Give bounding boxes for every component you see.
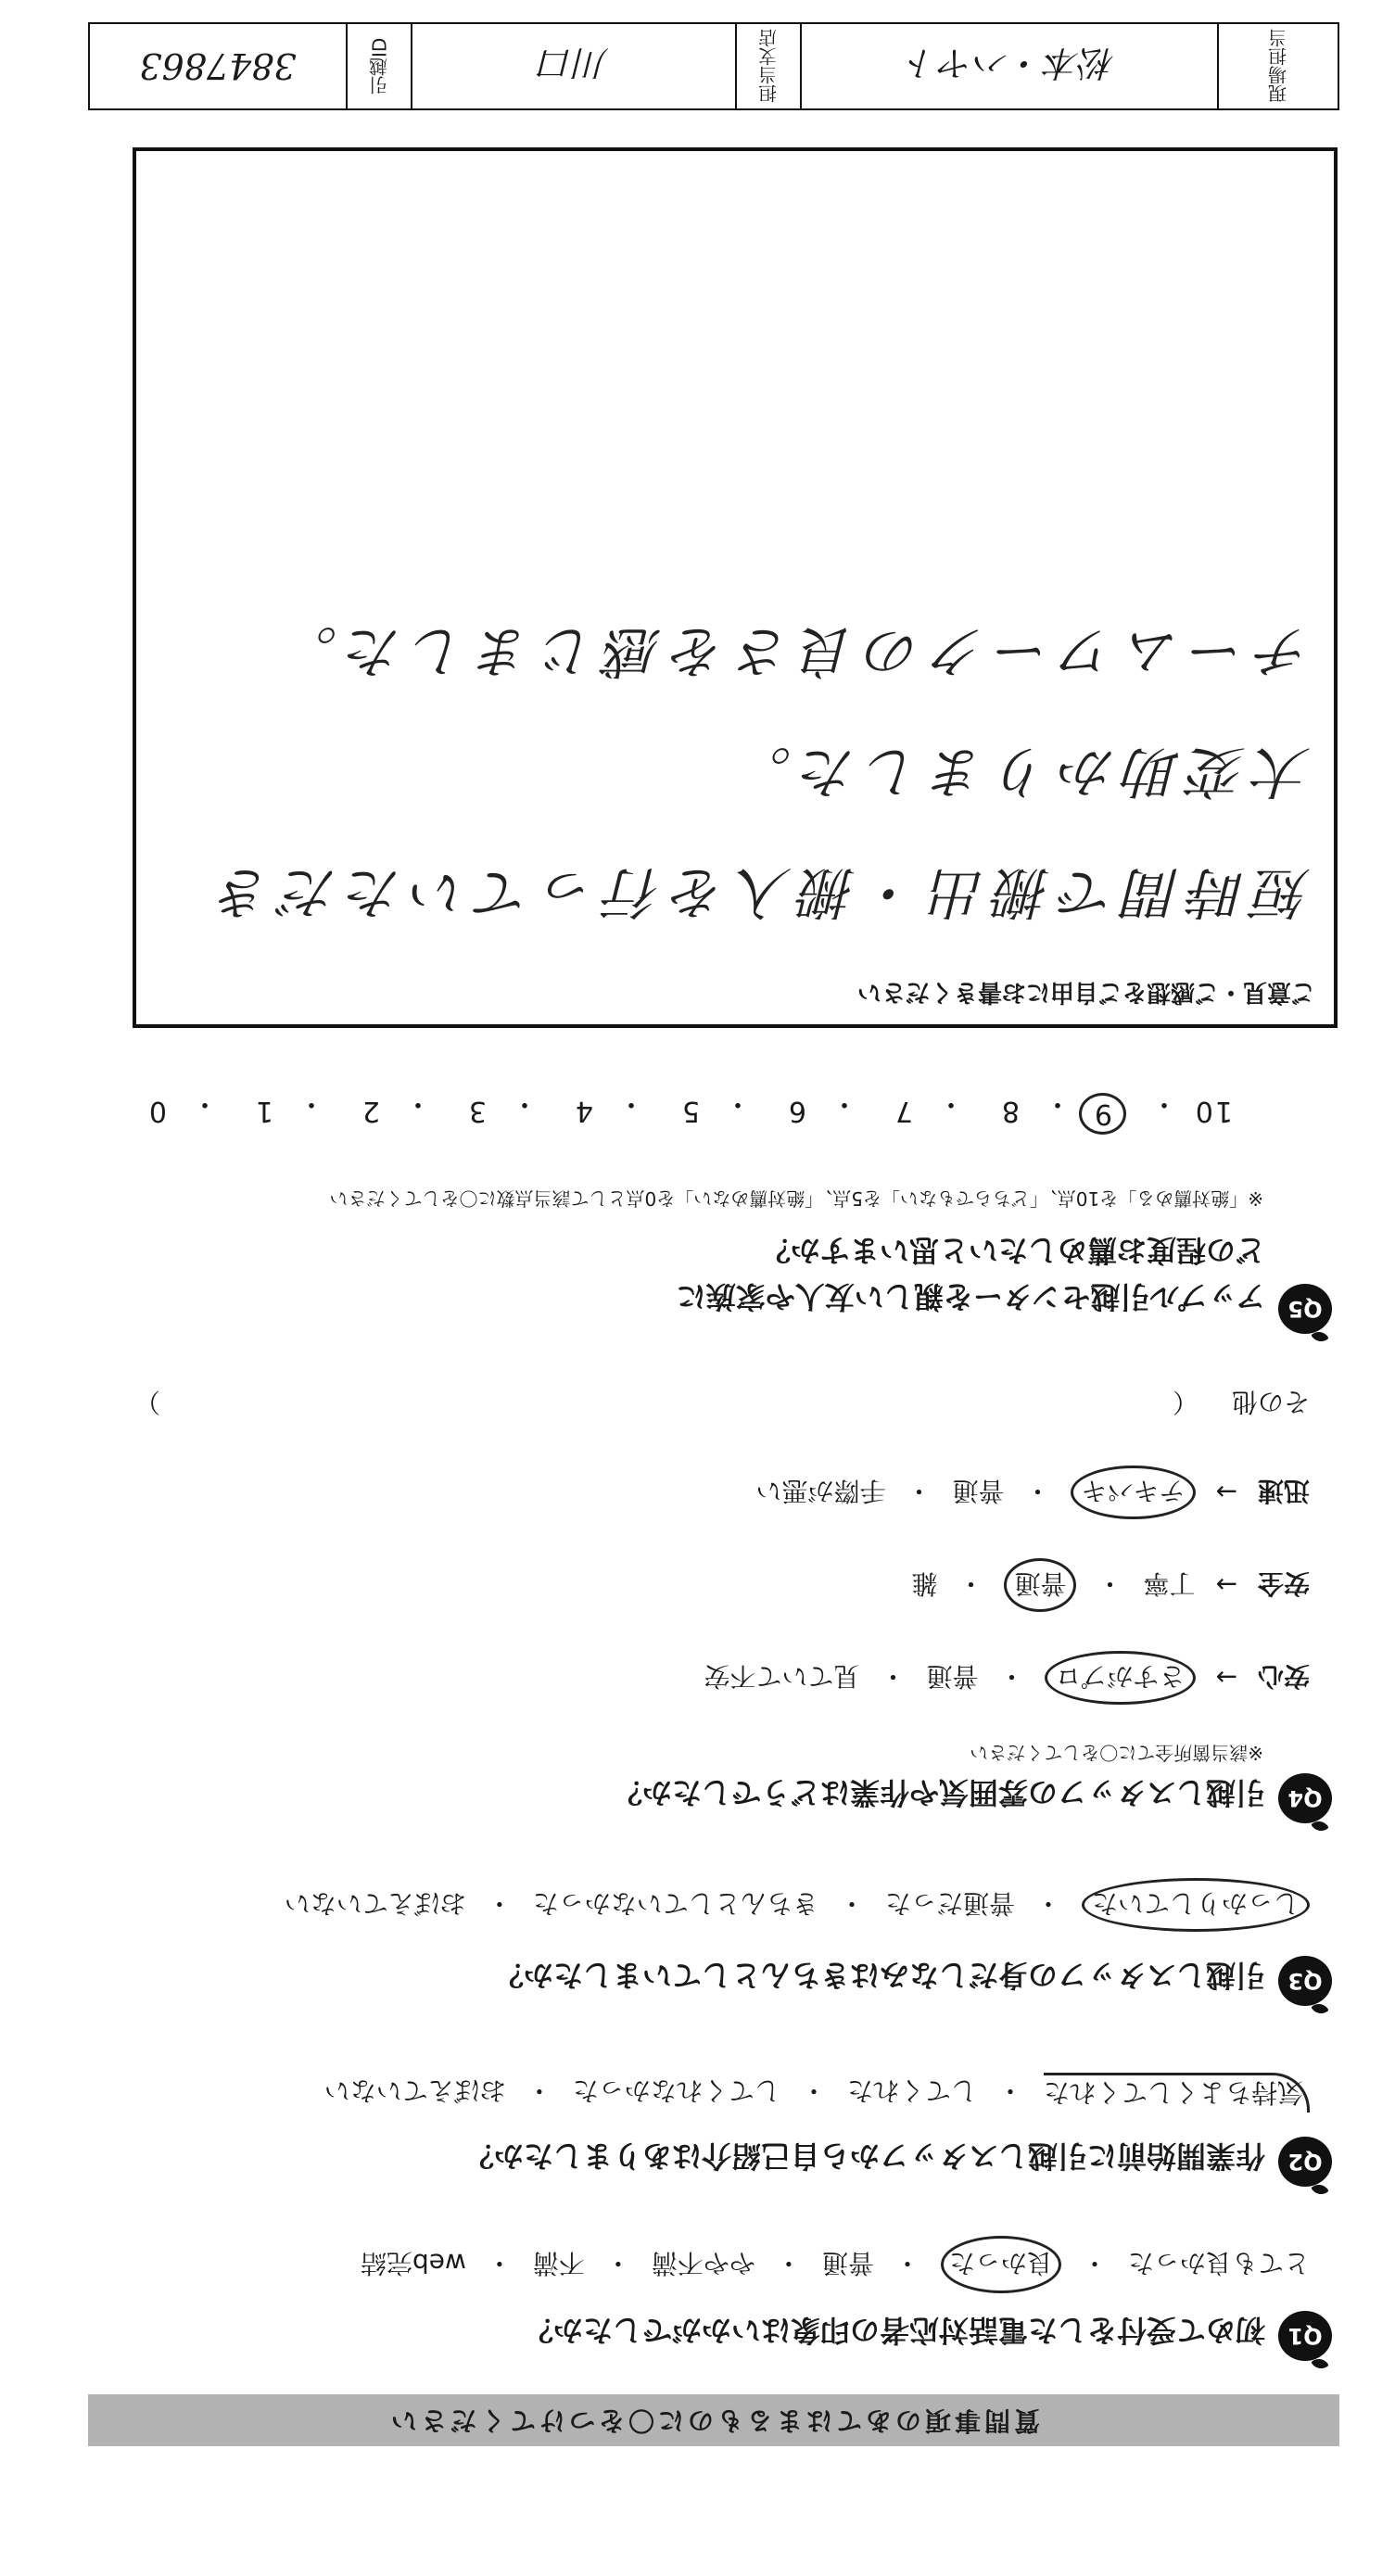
q2-option[interactable]: してくれた [846, 2075, 977, 2107]
header-title: 質問事項のあてはまるものに〇をつけてください [387, 2405, 1041, 2436]
q4-text: 引越しスタッフの雰囲気や作業はどうでしたか？ [612, 1775, 1265, 1810]
q5-score[interactable]: 8 [999, 1095, 1020, 1127]
q4-row-jinsoku: 迅速 → テキパキ ・ 普通 ・ 手際が悪い [755, 1466, 1310, 1519]
q5-text-line1: アップル引越センターを親しい友人や家族に [676, 1279, 1265, 1314]
q5-score[interactable]: 6 [786, 1095, 806, 1127]
q5-scale-dot: ・ [1042, 1087, 1072, 1120]
q5-scale-dot: ・ [829, 1087, 858, 1120]
branch-label: 担当支店 [757, 29, 780, 104]
handwritten-line: 短時間で搬出・搬入を行っていただき [208, 859, 1311, 924]
q5-scale-dot: ・ [1148, 1087, 1178, 1120]
q5-score[interactable]: 10 [1193, 1095, 1233, 1127]
branch-value: 川口 [539, 43, 610, 83]
q4-badge: Q4 [1278, 1773, 1332, 1823]
q5-score[interactable]: 4 [573, 1095, 593, 1127]
branch-value-cell[interactable] [411, 24, 735, 108]
q5-scale [146, 1079, 1233, 1135]
q5-scale-dot: ・ [509, 1087, 539, 1120]
q5-scale-dot: ・ [615, 1087, 645, 1120]
q5-score[interactable]: 7 [893, 1095, 913, 1127]
q4-option-selected[interactable]: さすがプロ [1046, 1651, 1196, 1705]
q2-option-selected[interactable]: 気持ちよくしてくれた [1044, 2073, 1310, 2113]
q3-options: しっかりしていた ・ 普通だった ・ きちんとしていなかった ・ おぼえていない [285, 1878, 1310, 1932]
q4-other-row [105, 1385, 1310, 1422]
leader-value-cell[interactable] [800, 24, 1217, 108]
q2-option[interactable]: してくれなかった [572, 2075, 780, 2107]
q4-option-selected[interactable]: テキパキ [1072, 1466, 1196, 1519]
info-table [88, 22, 1339, 110]
branch-label-cell [735, 24, 800, 108]
q4-row-label: 安全 [1257, 1568, 1310, 1599]
q5-scale-dot: ・ [722, 1087, 752, 1120]
q1-option[interactable]: 普通 [821, 2248, 874, 2278]
q4-other-label: その他 [1231, 1387, 1310, 1417]
leader-value: 松本・ハヤト [904, 43, 1116, 83]
q3-text: 引越しスタッフの身だしなみはきちんとしていましたか？ [493, 1958, 1265, 1993]
q5-scale-dot: ・ [296, 1087, 325, 1120]
q1-option[interactable]: 不満 [532, 2248, 585, 2278]
q3-option[interactable]: きちんとしていなかった [532, 1888, 818, 1919]
q2-badge: Q2 [1278, 2137, 1332, 2187]
q5-score[interactable]: 2 [360, 1095, 380, 1127]
q1-option[interactable]: とても良かった [1127, 2248, 1310, 2278]
q4-row-label: 安心 [1257, 1661, 1310, 1692]
q5-note: ※「絶対薦める」を10点、「どちらでもない」を5点、「絶対薦めない」を0点として該当点数に〇をしてください [329, 1187, 1263, 1210]
q1-options: とても良かった ・ 良かった ・ 普通 ・ やや不満 ・ 不満 ・ web完結 [361, 2236, 1310, 2293]
q5-score[interactable]: 5 [679, 1095, 700, 1127]
q1-text: 初めて受付をした電話対応者の印象はいかがでしたか？ [523, 2313, 1265, 2348]
q1-option[interactable]: web完結 [360, 2248, 466, 2278]
handwritten-line: 大変助かりました。 [727, 739, 1311, 804]
q5-badge: Q5 [1278, 1284, 1332, 1334]
q4-row-anzen: 安全 → 丁寧 ・ 普通 ・ 雑 [911, 1558, 1310, 1612]
q4-option[interactable]: 普通 [926, 1661, 979, 1692]
q5-score[interactable]: 1 [253, 1095, 273, 1127]
q4-option[interactable]: 普通 [952, 1476, 1005, 1506]
q4-other-input[interactable] [170, 1389, 1152, 1418]
q4-row-label: 迅速 [1257, 1476, 1310, 1506]
q1-option-selected[interactable]: 良かった [941, 2236, 1061, 2293]
q5-score-selected[interactable]: 9 [1079, 1093, 1126, 1135]
q2-option[interactable]: おぼえていない [323, 2075, 506, 2107]
q4-option-selected[interactable]: 普通 [1004, 1558, 1076, 1612]
leader-label-cell [1217, 24, 1338, 108]
id-label-cell [346, 24, 411, 108]
q4-other-open: （ [1172, 1387, 1198, 1417]
comment-title: ご意見・ご感想をご自由にお書きください [856, 978, 1315, 1006]
q5-scale-dot: ・ [189, 1087, 219, 1120]
handwritten-line: チームワークの良さを感じました。 [273, 618, 1311, 683]
q4-row-anshin: 安心 → さすがプロ ・ 普通 ・ 見ていて不安 [704, 1651, 1310, 1705]
id-label: 引越ID [368, 37, 391, 95]
q3-option-selected[interactable]: しっかりしていた [1082, 1878, 1310, 1932]
q1-option[interactable]: やや不満 [651, 2248, 755, 2278]
q5-score[interactable]: 0 [146, 1095, 167, 1127]
q4-option[interactable]: 見ていて不安 [704, 1661, 860, 1692]
q5-scale-dot: ・ [402, 1087, 432, 1120]
q3-option[interactable]: おぼえていない [284, 1888, 466, 1919]
q2-options: 気持ちよくしてくれた ・ してくれた ・ してくれなかった ・ おぼえていない [324, 2073, 1310, 2113]
q5-text-line2: どの程度お薦めしたいと思いますか？ [760, 1233, 1265, 1268]
q2-text: 作業開始前に引越しスタッフから自己紹介はありましたか？ [463, 2138, 1265, 2174]
q4-option[interactable]: 手際が悪い [755, 1476, 886, 1506]
q1-badge: Q1 [1278, 2311, 1332, 2361]
id-value: 3847863 [139, 45, 297, 87]
q5-score[interactable]: 3 [466, 1095, 487, 1127]
q4-note: ※該当箇所全てに〇をしてください [970, 1742, 1263, 1764]
q3-option[interactable]: 普通だった [884, 1888, 1015, 1919]
q4-other-close: ） [133, 1387, 160, 1417]
q4-option[interactable]: 雑 [911, 1568, 938, 1599]
id-value-cell[interactable] [90, 24, 346, 108]
q4-option[interactable]: 丁寧 [1143, 1568, 1196, 1599]
q5-scale-dot: ・ [935, 1087, 965, 1120]
comment-box[interactable] [133, 147, 1338, 1028]
leader-label: 現場担当 [1267, 29, 1290, 104]
q3-badge: Q3 [1278, 1956, 1332, 2006]
